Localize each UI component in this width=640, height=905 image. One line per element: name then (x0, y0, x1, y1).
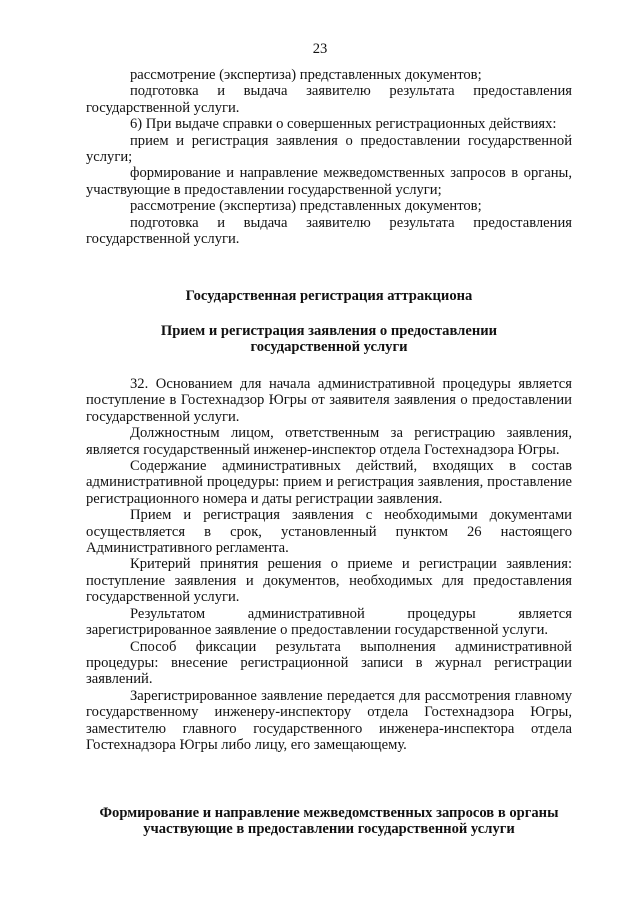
page-number: 23 (312, 41, 328, 57)
paragraph: Критерий принятия решения о приеме и регистрации заявления: поступление заявления и документов, необходимых для предоставления государственной услуги. (86, 556, 572, 606)
paragraph: рассмотрение (экспертиза) представленных документов; (130, 67, 482, 83)
intro-section (86, 67, 572, 247)
paragraph: Зарегистрированное заявление передается для рассмотрения главному государственному инженеру-инспектору отдела Гостехнадзора Югры, заместителю главного государственного инженера-инспектора отдела Гостехнадзора Югры либо лицу, его замещающему. (86, 687, 572, 753)
paragraph: подготовка и выдача заявителю результата предоставления государственной услуги. (86, 214, 572, 248)
paragraph: Прием и регистрация заявления с необходимыми документами осуществляется в срок, установленный пунктом 26 настоящего Административного регламента. (86, 507, 572, 557)
paragraph: рассмотрение (экспертиза) представленных документов; (130, 198, 482, 215)
paragraph: Результатом административной процедуры является зарегистрированное заявление о предоставлении государственной услуги. (86, 605, 572, 639)
paragraph: 32. Основанием для начала административной процедуры является поступление в Гостехнадзор Югры от заявителя заявления о предоставлении государственной услуги. (86, 376, 572, 425)
body-section (86, 376, 572, 753)
paragraph: подготовка и выдача заявителю результата предоставления государственной услуги. (86, 83, 572, 116)
paragraph: Способ фиксации результата выполнения административной процедуры: внесение регистрационной записи в журнал регистрации заявлений. (86, 638, 572, 688)
paragraph: прием и регистрация заявления о предоставлении государственной услуги; (86, 132, 572, 166)
subsection-heading: Прием и регистрация заявления о предоставлении государственной услуги (160, 323, 498, 356)
paragraph: формирование и направление межведомственных запросов в органы, участвующие в предоставлении государственной услуги; (86, 165, 572, 198)
paragraph: 6) При выдаче справки о совершенных регистрационных действиях: (130, 116, 557, 133)
paragraph: Содержание административных действий, входящих в состав административной процедуры: прием и регистрация заявления, проставление регистрационного номера и даты регистрации заявления. (86, 458, 572, 507)
subsection-heading: Формирование и направление межведомственных запросов в органы участвующие в предоставлении государственной услуги (99, 805, 559, 838)
section-heading: Государственная регистрация аттракциона (185, 288, 473, 304)
paragraph: Должностным лицом, ответственным за регистрацию заявления, является государственный инженер-инспектор отдела Гостехнадзора Югры. (86, 425, 572, 458)
